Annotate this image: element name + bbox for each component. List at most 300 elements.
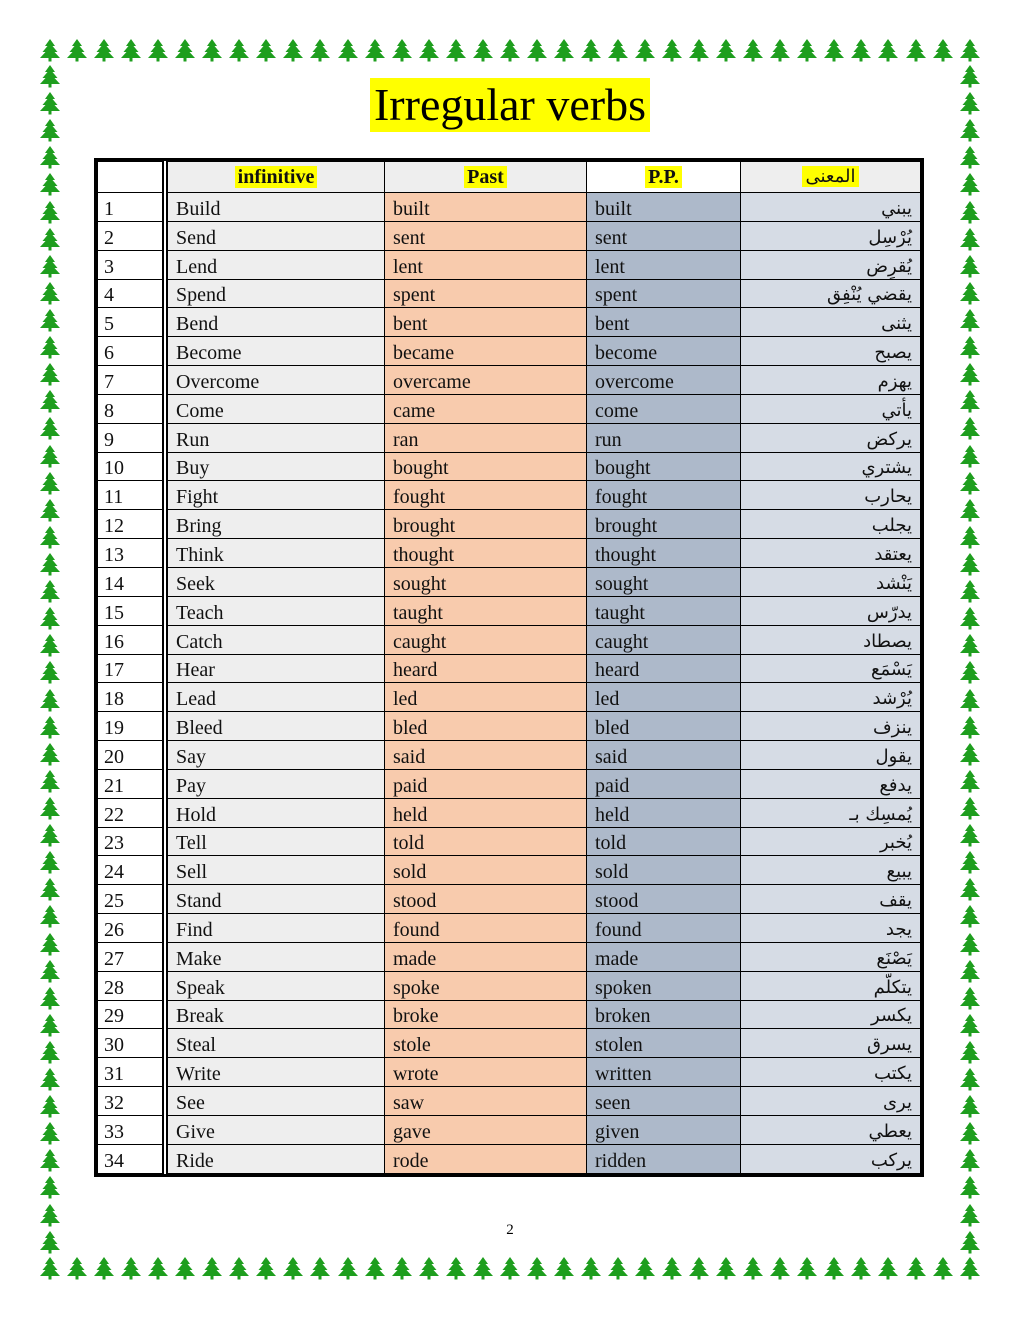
verb-past: thought <box>385 539 587 568</box>
christmas-tree-icon <box>687 38 711 62</box>
christmas-tree-icon <box>958 200 982 224</box>
christmas-tree-icon <box>417 1256 441 1280</box>
header-meaning-label: المعنى <box>802 166 858 187</box>
christmas-tree-icon <box>958 688 982 712</box>
christmas-tree-icon <box>38 200 62 224</box>
christmas-tree-icon <box>552 1256 576 1280</box>
table-row <box>98 885 921 914</box>
verb-past-participle: paid <box>587 769 741 798</box>
verb-infinitive: Catch <box>165 625 385 654</box>
verb-infinitive: Hear <box>165 654 385 683</box>
verb-number: 6 <box>98 337 166 366</box>
verb-number: 15 <box>98 596 166 625</box>
christmas-tree-icon <box>958 1175 982 1199</box>
christmas-tree-icon <box>958 850 982 874</box>
verb-past: led <box>385 683 587 712</box>
christmas-tree-icon <box>958 308 982 332</box>
verb-past: paid <box>385 769 587 798</box>
page-title: Irregular verbs <box>370 78 650 132</box>
page-number: 2 <box>506 1222 514 1238</box>
christmas-tree-icon <box>173 1256 197 1280</box>
verb-past-participle: spoken <box>587 971 741 1000</box>
christmas-tree-icon <box>146 1256 170 1280</box>
header-meaning <box>741 162 921 193</box>
table-row <box>98 539 921 568</box>
christmas-tree-icon <box>958 1121 982 1145</box>
verb-infinitive: Think <box>165 539 385 568</box>
table-row <box>98 394 921 423</box>
christmas-tree-icon <box>38 416 62 440</box>
christmas-tree-icon <box>471 1256 495 1280</box>
verb-past: sent <box>385 221 587 250</box>
header-past <box>385 162 587 193</box>
verb-past: lent <box>385 250 587 279</box>
christmas-tree-icon <box>498 38 522 62</box>
christmas-tree-icon <box>38 145 62 169</box>
christmas-tree-icon <box>958 1067 982 1091</box>
table-row <box>98 452 921 481</box>
verb-past: made <box>385 942 587 971</box>
christmas-tree-icon <box>525 38 549 62</box>
christmas-tree-icon <box>65 38 89 62</box>
verb-past: rode <box>385 1144 587 1173</box>
verb-past: gave <box>385 1116 587 1145</box>
christmas-tree-icon <box>904 1256 928 1280</box>
verb-past-participle: bled <box>587 712 741 741</box>
christmas-tree-icon <box>38 1148 62 1172</box>
header-row <box>98 162 921 193</box>
table-row <box>98 798 921 827</box>
christmas-tree-icon <box>38 1013 62 1037</box>
table-row <box>98 423 921 452</box>
christmas-tree-icon <box>119 38 143 62</box>
verb-past-participle: caught <box>587 625 741 654</box>
verb-meaning-arabic: يبيع <box>741 856 921 885</box>
verb-meaning-arabic: يقول <box>741 741 921 770</box>
christmas-tree-icon <box>38 904 62 928</box>
christmas-tree-icon <box>958 362 982 386</box>
christmas-tree-icon <box>958 254 982 278</box>
verb-meaning-arabic: يُمسِك بـ <box>741 798 921 827</box>
verb-past-participle: bent <box>587 308 741 337</box>
verb-meaning-arabic: يجد <box>741 914 921 943</box>
christmas-tree-icon <box>958 1256 982 1280</box>
christmas-tree-icon <box>958 660 982 684</box>
table-row <box>98 827 921 856</box>
christmas-tree-icon <box>38 308 62 332</box>
top-tree-border <box>38 38 982 62</box>
verb-infinitive: Run <box>165 423 385 452</box>
verb-past: fought <box>385 481 587 510</box>
christmas-tree-icon <box>38 796 62 820</box>
verb-infinitive: Stand <box>165 885 385 914</box>
verb-infinitive: Sell <box>165 856 385 885</box>
christmas-tree-icon <box>958 904 982 928</box>
christmas-tree-icon <box>38 823 62 847</box>
verb-number: 3 <box>98 250 166 279</box>
verb-meaning-arabic: يقف <box>741 885 921 914</box>
verb-infinitive: Come <box>165 394 385 423</box>
christmas-tree-icon <box>38 525 62 549</box>
verb-number: 31 <box>98 1058 166 1087</box>
irregular-verbs-table <box>97 161 921 1174</box>
table-row <box>98 279 921 308</box>
verb-meaning-arabic: يَسْمَع <box>741 654 921 683</box>
christmas-tree-icon <box>38 1256 62 1280</box>
verb-number: 9 <box>98 423 166 452</box>
header-infinitive-label: infinitive <box>235 166 318 188</box>
verb-meaning-arabic: يصطاد <box>741 625 921 654</box>
christmas-tree-icon <box>498 1256 522 1280</box>
table-row <box>98 1087 921 1116</box>
verb-number: 2 <box>98 221 166 250</box>
verb-past: came <box>385 394 587 423</box>
christmas-tree-icon <box>227 1256 251 1280</box>
verb-past: found <box>385 914 587 943</box>
verb-meaning-arabic: يدرّس <box>741 596 921 625</box>
christmas-tree-icon <box>119 1256 143 1280</box>
table-row <box>98 366 921 395</box>
christmas-tree-icon <box>958 416 982 440</box>
christmas-tree-icon <box>444 38 468 62</box>
verb-infinitive: Build <box>165 193 385 222</box>
table-row <box>98 741 921 770</box>
table-row <box>98 510 921 539</box>
verb-past: overcame <box>385 366 587 395</box>
christmas-tree-icon <box>38 1175 62 1199</box>
christmas-tree-icon <box>254 38 278 62</box>
christmas-tree-icon <box>38 172 62 196</box>
verb-infinitive: Write <box>165 1058 385 1087</box>
christmas-tree-icon <box>579 1256 603 1280</box>
verb-meaning-arabic: يَصْنَع <box>741 942 921 971</box>
christmas-tree-icon <box>958 579 982 603</box>
verb-infinitive: Hold <box>165 798 385 827</box>
verb-past: bought <box>385 452 587 481</box>
verb-infinitive: Seek <box>165 567 385 596</box>
christmas-tree-icon <box>38 227 62 251</box>
christmas-tree-icon <box>660 38 684 62</box>
verb-meaning-arabic: ينزف <box>741 712 921 741</box>
christmas-tree-icon <box>38 471 62 495</box>
verb-past-participle: told <box>587 827 741 856</box>
table-row <box>98 308 921 337</box>
christmas-tree-icon <box>931 1256 955 1280</box>
verb-number: 22 <box>98 798 166 827</box>
verb-meaning-arabic: يكسر <box>741 1000 921 1029</box>
verb-past: brought <box>385 510 587 539</box>
christmas-tree-icon <box>38 742 62 766</box>
verb-past-participle: lent <box>587 250 741 279</box>
verb-past-participle: come <box>587 394 741 423</box>
table-row <box>98 596 921 625</box>
christmas-tree-icon <box>38 281 62 305</box>
christmas-tree-icon <box>606 38 630 62</box>
christmas-tree-icon <box>38 389 62 413</box>
christmas-tree-icon <box>958 281 982 305</box>
verb-number: 19 <box>98 712 166 741</box>
christmas-tree-icon <box>336 38 360 62</box>
verb-past-participle: built <box>587 193 741 222</box>
christmas-tree-icon <box>958 932 982 956</box>
table-row <box>98 942 921 971</box>
christmas-tree-icon <box>904 38 928 62</box>
christmas-tree-icon <box>795 38 819 62</box>
verb-past-participle: sold <box>587 856 741 885</box>
verb-number: 10 <box>98 452 166 481</box>
christmas-tree-icon <box>38 850 62 874</box>
verb-past: ran <box>385 423 587 452</box>
christmas-tree-icon <box>958 172 982 196</box>
christmas-tree-icon <box>38 362 62 386</box>
header-pp <box>587 162 741 193</box>
christmas-tree-icon <box>714 38 738 62</box>
christmas-tree-icon <box>390 1256 414 1280</box>
verb-number: 33 <box>98 1116 166 1145</box>
verb-number: 32 <box>98 1087 166 1116</box>
christmas-tree-icon <box>38 1067 62 1091</box>
verb-past: stole <box>385 1029 587 1058</box>
table-row <box>98 1029 921 1058</box>
verb-past: held <box>385 798 587 827</box>
christmas-tree-icon <box>958 606 982 630</box>
verb-meaning-arabic: يجلب <box>741 510 921 539</box>
verb-meaning-arabic: يُقرِض <box>741 250 921 279</box>
verb-number: 13 <box>98 539 166 568</box>
verb-past: caught <box>385 625 587 654</box>
verb-past-participle: stood <box>587 885 741 914</box>
verb-past-participle: given <box>587 1116 741 1145</box>
verb-past-participle: made <box>587 942 741 971</box>
christmas-tree-icon <box>958 444 982 468</box>
verb-infinitive: Bend <box>165 308 385 337</box>
verb-past-participle: sought <box>587 567 741 596</box>
christmas-tree-icon <box>525 1256 549 1280</box>
christmas-tree-icon <box>958 471 982 495</box>
table-row <box>98 712 921 741</box>
christmas-tree-icon <box>876 1256 900 1280</box>
christmas-tree-icon <box>714 1256 738 1280</box>
christmas-tree-icon <box>633 38 657 62</box>
left-tree-border <box>38 64 62 1254</box>
verb-meaning-arabic: يشتري <box>741 452 921 481</box>
verb-past-participle: stolen <box>587 1029 741 1058</box>
table-row <box>98 683 921 712</box>
verb-meaning-arabic: يعطي <box>741 1116 921 1145</box>
christmas-tree-icon <box>200 1256 224 1280</box>
verb-past-participle: thought <box>587 539 741 568</box>
christmas-tree-icon <box>363 38 387 62</box>
christmas-tree-icon <box>958 227 982 251</box>
verb-meaning-arabic: يدفع <box>741 769 921 798</box>
verb-number: 17 <box>98 654 166 683</box>
verb-past: sought <box>385 567 587 596</box>
christmas-tree-icon <box>958 525 982 549</box>
christmas-tree-icon <box>660 1256 684 1280</box>
verb-number: 11 <box>98 481 166 510</box>
christmas-tree-icon <box>958 1094 982 1118</box>
table-row <box>98 914 921 943</box>
christmas-tree-icon <box>38 444 62 468</box>
christmas-tree-icon <box>741 1256 765 1280</box>
verb-number: 7 <box>98 366 166 395</box>
verb-past: spent <box>385 279 587 308</box>
verb-infinitive: Bleed <box>165 712 385 741</box>
verb-past: stood <box>385 885 587 914</box>
title-container <box>0 78 1020 132</box>
christmas-tree-icon <box>958 796 982 820</box>
table-row <box>98 481 921 510</box>
verb-meaning-arabic: يكتب <box>741 1058 921 1087</box>
christmas-tree-icon <box>227 38 251 62</box>
christmas-tree-icon <box>38 877 62 901</box>
verb-past-participle: bought <box>587 452 741 481</box>
christmas-tree-icon <box>849 38 873 62</box>
verb-number: 5 <box>98 308 166 337</box>
christmas-tree-icon <box>958 959 982 983</box>
verb-meaning-arabic: يُخبر <box>741 827 921 856</box>
table-row <box>98 769 921 798</box>
verb-meaning-arabic: يقضي يُنْفِق <box>741 279 921 308</box>
christmas-tree-icon <box>958 769 982 793</box>
verb-past: heard <box>385 654 587 683</box>
verb-infinitive: Lead <box>165 683 385 712</box>
christmas-tree-icon <box>281 38 305 62</box>
christmas-tree-icon <box>958 389 982 413</box>
table-row <box>98 1144 921 1173</box>
verb-meaning-arabic: يسرق <box>741 1029 921 1058</box>
verb-past-participle: overcome <box>587 366 741 395</box>
verb-past-participle: heard <box>587 654 741 683</box>
christmas-tree-icon <box>795 1256 819 1280</box>
verb-past: told <box>385 827 587 856</box>
verb-past-participle: led <box>587 683 741 712</box>
christmas-tree-icon <box>687 1256 711 1280</box>
verb-number: 34 <box>98 1144 166 1173</box>
christmas-tree-icon <box>958 986 982 1010</box>
christmas-tree-icon <box>38 335 62 359</box>
verb-past-participle: seen <box>587 1087 741 1116</box>
verb-meaning-arabic: يهزم <box>741 366 921 395</box>
verb-meaning-arabic: يبني <box>741 193 921 222</box>
christmas-tree-icon <box>958 498 982 522</box>
christmas-tree-icon <box>254 1256 278 1280</box>
christmas-tree-icon <box>38 715 62 739</box>
table-row <box>98 193 921 222</box>
christmas-tree-icon <box>958 145 982 169</box>
christmas-tree-icon <box>633 1256 657 1280</box>
verb-past-participle: held <box>587 798 741 827</box>
verb-infinitive: Become <box>165 337 385 366</box>
christmas-tree-icon <box>281 1256 305 1280</box>
verb-meaning-arabic: يركب <box>741 1144 921 1173</box>
christmas-tree-icon <box>92 38 116 62</box>
verb-meaning-arabic: يرى <box>741 1087 921 1116</box>
verb-past: wrote <box>385 1058 587 1087</box>
christmas-tree-icon <box>38 552 62 576</box>
christmas-tree-icon <box>38 498 62 522</box>
christmas-tree-icon <box>336 1256 360 1280</box>
christmas-tree-icon <box>308 38 332 62</box>
christmas-tree-icon <box>958 335 982 359</box>
table-row <box>98 856 921 885</box>
christmas-tree-icon <box>38 769 62 793</box>
verb-past: built <box>385 193 587 222</box>
verb-number: 12 <box>98 510 166 539</box>
christmas-tree-icon <box>444 1256 468 1280</box>
christmas-tree-icon <box>768 38 792 62</box>
christmas-tree-icon <box>390 38 414 62</box>
christmas-tree-icon <box>958 742 982 766</box>
verb-infinitive: Send <box>165 221 385 250</box>
verb-infinitive: Fight <box>165 481 385 510</box>
christmas-tree-icon <box>38 633 62 657</box>
verb-meaning-arabic: يُرْسِل <box>741 221 921 250</box>
christmas-tree-icon <box>38 1121 62 1145</box>
verb-number: 29 <box>98 1000 166 1029</box>
verb-infinitive: Pay <box>165 769 385 798</box>
christmas-tree-icon <box>958 1148 982 1172</box>
verb-number: 23 <box>98 827 166 856</box>
verb-infinitive: Break <box>165 1000 385 1029</box>
bottom-tree-border <box>38 1256 982 1280</box>
christmas-tree-icon <box>606 1256 630 1280</box>
verb-past: bled <box>385 712 587 741</box>
verb-meaning-arabic: يأتي <box>741 394 921 423</box>
verb-meaning-arabic: يَنْشد <box>741 567 921 596</box>
christmas-tree-icon <box>876 38 900 62</box>
verb-past-participle: found <box>587 914 741 943</box>
christmas-tree-icon <box>849 1256 873 1280</box>
table-row <box>98 337 921 366</box>
verb-past: broke <box>385 1000 587 1029</box>
christmas-tree-icon <box>579 38 603 62</box>
christmas-tree-icon <box>200 38 224 62</box>
table-row <box>98 567 921 596</box>
christmas-tree-icon <box>38 1040 62 1064</box>
christmas-tree-icon <box>38 660 62 684</box>
table-row <box>98 654 921 683</box>
verb-past-participle: brought <box>587 510 741 539</box>
verb-number: 27 <box>98 942 166 971</box>
verb-meaning-arabic: يثنى <box>741 308 921 337</box>
christmas-tree-icon <box>65 1256 89 1280</box>
christmas-tree-icon <box>958 823 982 847</box>
verb-number: 20 <box>98 741 166 770</box>
christmas-tree-icon <box>958 715 982 739</box>
verb-past: said <box>385 741 587 770</box>
verbs-table-frame <box>94 158 924 1177</box>
verb-past: sold <box>385 856 587 885</box>
verb-meaning-arabic: يُرْشد <box>741 683 921 712</box>
table-row <box>98 221 921 250</box>
verb-past-participle: written <box>587 1058 741 1087</box>
christmas-tree-icon <box>552 38 576 62</box>
verb-infinitive: Say <box>165 741 385 770</box>
christmas-tree-icon <box>38 688 62 712</box>
verb-past-participle: fought <box>587 481 741 510</box>
verb-past-participle: said <box>587 741 741 770</box>
christmas-tree-icon <box>38 254 62 278</box>
verb-number: 26 <box>98 914 166 943</box>
christmas-tree-icon <box>146 38 170 62</box>
christmas-tree-icon <box>38 986 62 1010</box>
christmas-tree-icon <box>958 1040 982 1064</box>
verb-infinitive: Teach <box>165 596 385 625</box>
christmas-tree-icon <box>92 1256 116 1280</box>
verb-infinitive: Spend <box>165 279 385 308</box>
christmas-tree-icon <box>471 38 495 62</box>
